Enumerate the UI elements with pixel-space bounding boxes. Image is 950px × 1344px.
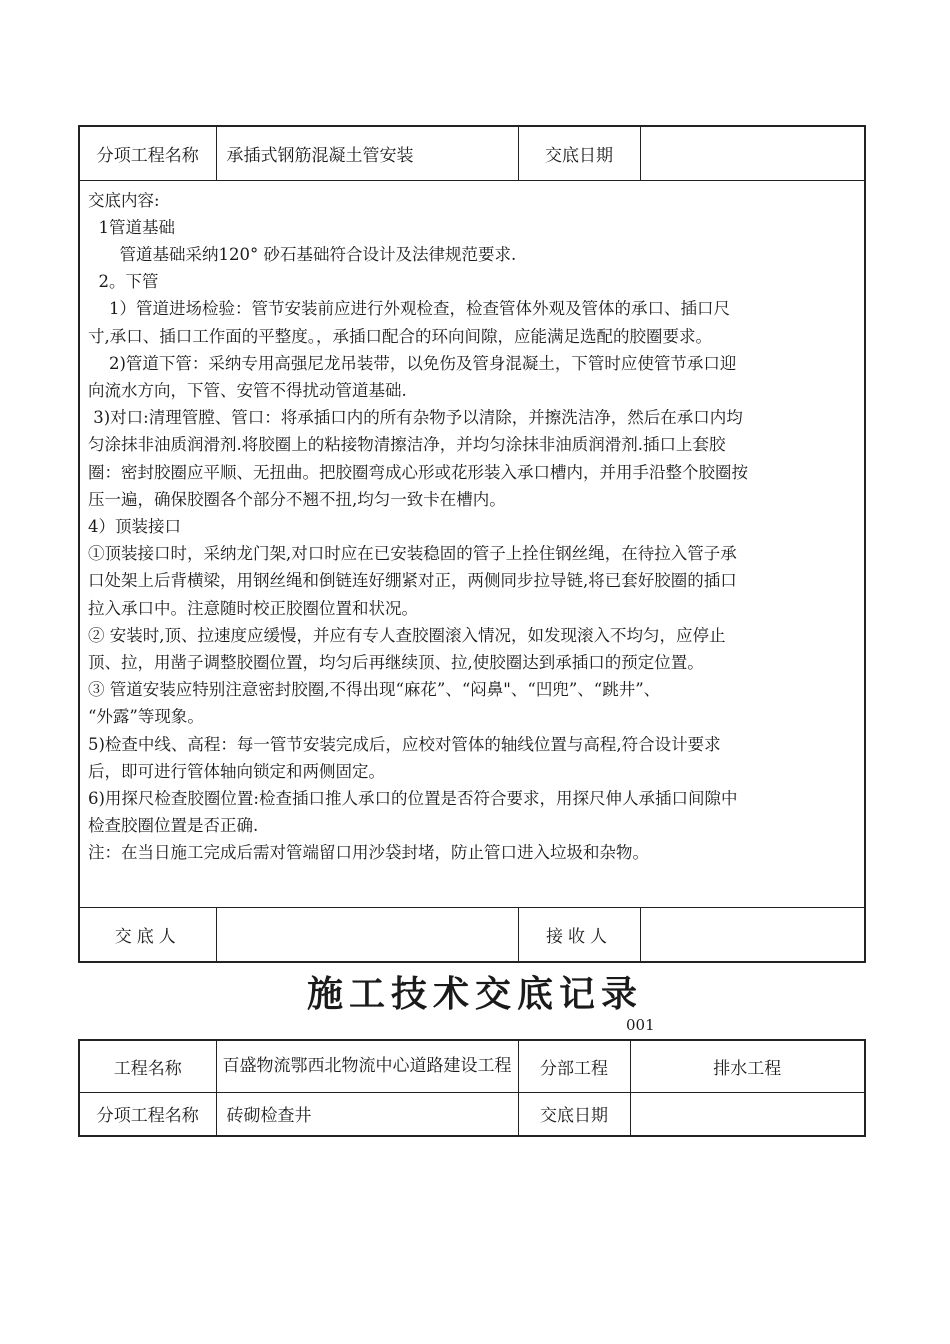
disclosure-date-value	[640, 126, 865, 180]
content-line: 6)用探尺检查胶圈位置:检查插口推人承口的位置是否符合要求，用探尺伸人承插口间隙中	[88, 788, 738, 808]
content-line: 压一遍，确保胶圈各个部分不翘不扭,均匀一致卡在槽内。	[88, 489, 506, 509]
receiver-value	[640, 907, 865, 962]
content-line: 4）顶装接口	[88, 516, 181, 536]
receiver-label: 接收人	[518, 907, 640, 962]
subitem2-name-value: 砖砌检查井	[216, 1092, 518, 1136]
content-line: 寸,承口、插口工作面的平整度。，承插口配合的环向间隙，应能满足选配的胶圈要求。	[88, 326, 712, 346]
content-line: 口处架上后背横梁，用钢丝绳和倒链连好绷紧对正，两侧同步拉导链,将已套好胶圈的插口	[88, 571, 737, 591]
disclosure-table	[78, 125, 866, 963]
project-name-label: 工程名称	[79, 1040, 216, 1092]
subitem-name-label: 分项工程名称	[79, 126, 216, 180]
document-title: 施工技术交底记录	[306, 973, 643, 1015]
date2-label: 交底日期	[518, 1092, 630, 1136]
disclosure-content	[79, 180, 865, 907]
content-line: 向流水方向，下管、安管不得扰动管道基础.	[88, 380, 407, 400]
content-line: 顶、拉，用凿子调整胶圈位置，均匀后再继续顶、拉,使胶圈达到承插口的预定位置。	[88, 652, 704, 672]
giver-label: 交底人	[79, 907, 216, 962]
content-line: ③ 管道安装应特别注意密封胶圈,不得出现“麻花”、“闷鼻"、“凹兜”、“跳井”、	[88, 680, 661, 700]
disclosure-date-label: 交底日期	[518, 126, 640, 180]
project-info-table	[78, 1039, 866, 1137]
division-value: 排水工程	[630, 1040, 865, 1092]
content-line: 5)检查中线、高程：每一管节安装完成后，应校对管体的轴线位置与高程,符合设计要求	[88, 734, 721, 754]
content-line: 匀涂抹非油质润滑剂.将胶圈上的粘接物清擦洁净，并均匀涂抹非油质润滑剂.插口上套胶	[88, 435, 726, 455]
content-line: 圈：密封胶圈应平顺、无扭曲。把胶圈弯成心形或花形装入承口槽内，并用手沿整个胶圈按	[88, 462, 748, 482]
content-line: 检查胶圈位置是否正确.	[88, 816, 259, 836]
content-line: ①顶装接口时，采纳龙门架,对口时应在已安装稳固的管子上拴住钢丝绳，在待拉入管子承	[88, 544, 737, 564]
subitem-name-value: 承插式钢筋混凝土管安装	[216, 126, 518, 180]
content-line: “外露”等现象。	[88, 707, 204, 727]
content-line: ② 安装时,顶、拉速度应缓慢，并应有专人查胶圈滚入情况，如发现滚入不均匀，应停止	[88, 625, 726, 645]
content-line: 交底内容:	[88, 190, 160, 210]
date2-value	[630, 1092, 865, 1136]
subitem2-name-label: 分项工程名称	[79, 1092, 216, 1136]
record-number: 001	[626, 1016, 655, 1034]
content-line: 1）管道进场检验：管节安装前应进行外观检查，检查管体外观及管体的承口、插口尺	[88, 299, 730, 319]
content-line: 1管道基础	[88, 217, 175, 237]
content-line: 管道基础采纳120° 砂石基础符合设计及法律规范要求.	[88, 244, 517, 264]
content-line: 3)对口:清理管膛、管口：将承插口内的所有杂物予以清除，并擦洗洁净，然后在承口内均	[88, 408, 743, 428]
division-label: 分部工程	[518, 1040, 630, 1092]
content-line: 2。下管	[88, 272, 159, 292]
project-name-value: 百盛物流鄂西北物流中心道路建设工程	[216, 1040, 518, 1092]
giver-value	[216, 907, 518, 962]
content-line: 后，即可进行管体轴向锁定和两侧固定。	[88, 761, 385, 781]
content-line: 注：在当日施工完成后需对管端留口用沙袋封堵，防止管口进入垃圾和杂物。	[88, 843, 649, 863]
content-line: 2)管道下管：采纳专用高强尼龙吊装带，以免伤及管身混凝土，下管时应使管节承口迎	[88, 353, 737, 373]
content-line: 拉入承口中。注意随时校正胶圈位置和状况。	[88, 598, 418, 618]
content-lines	[88, 187, 856, 867]
